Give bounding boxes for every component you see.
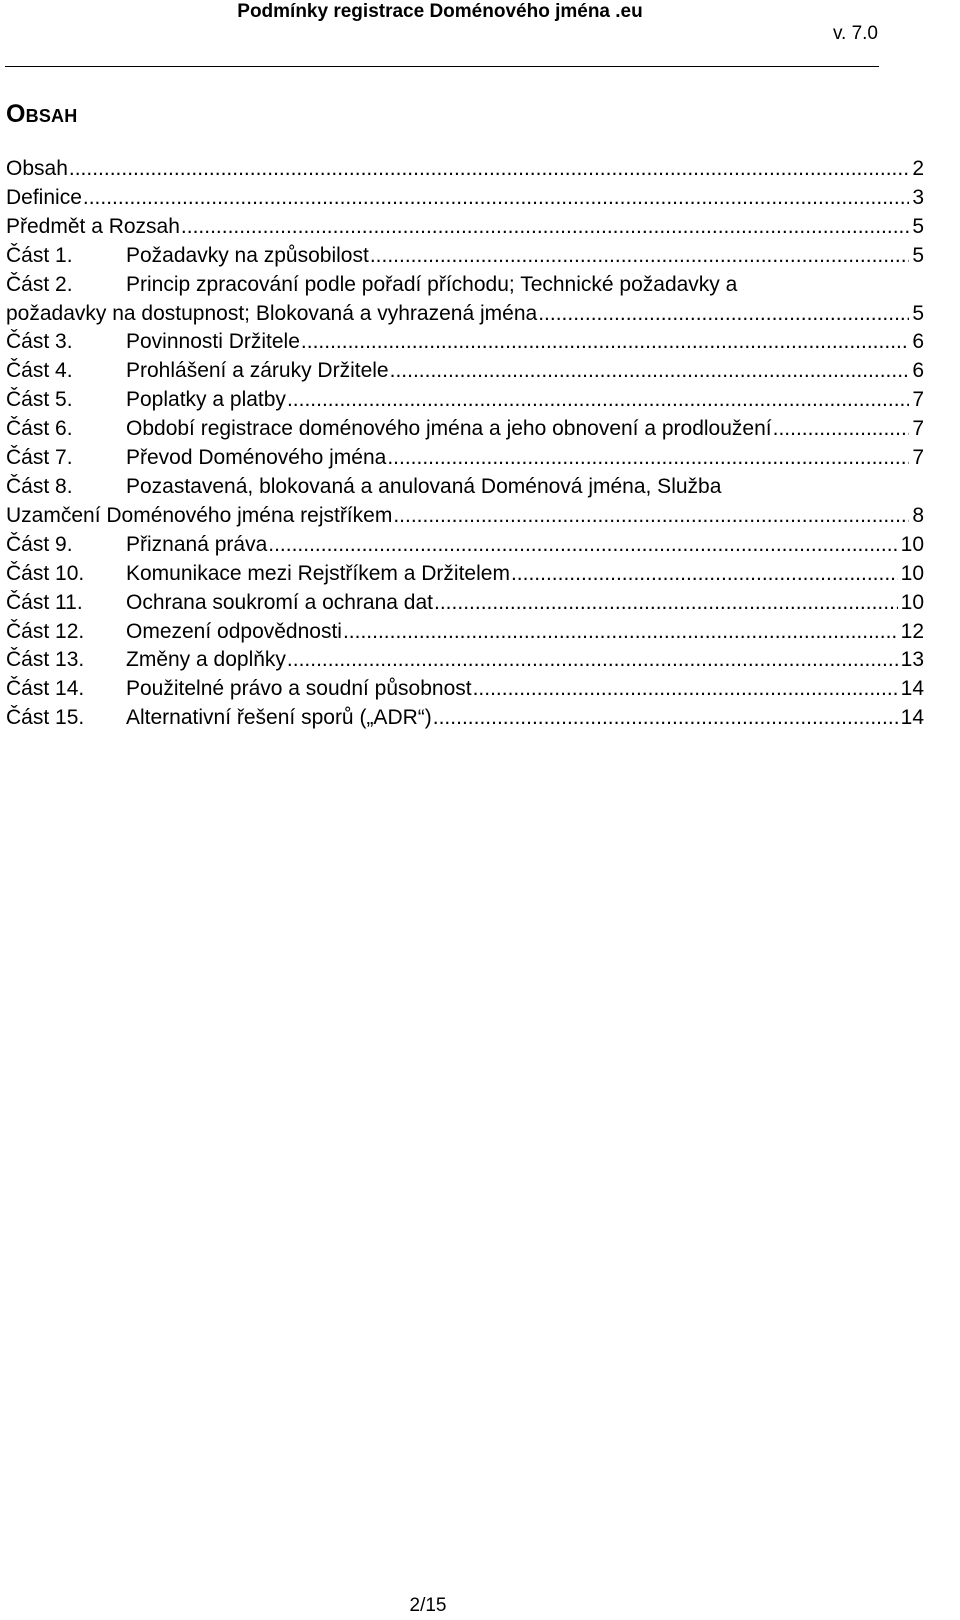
- page-number: 2/15: [409, 1595, 447, 1616]
- toc-entry-number: Část 9.: [6, 532, 73, 556]
- toc-entry-cast-2[interactable]: [6, 271, 924, 329]
- toc-entry-title: Obsah: [6, 157, 68, 180]
- dot-leader: [287, 646, 898, 675]
- toc-entry-title: Období registrace doménového jména a jeho obnovení a prodloužení: [126, 417, 772, 441]
- toc-entry-page: 12: [900, 619, 924, 643]
- dot-leader: [301, 328, 909, 357]
- toc-entry-title: Alternativní řešení sporů („ADR“): [126, 706, 432, 730]
- toc-entry-number: Část 14.: [6, 677, 85, 701]
- dot-leader: [538, 300, 909, 329]
- toc-entry-page: 8: [912, 503, 924, 527]
- toc-entry-cast-13[interactable]: [6, 646, 924, 675]
- dot-leader: [83, 184, 909, 213]
- toc-entry-definice[interactable]: [6, 184, 924, 213]
- toc-entry-number: Část 12.: [6, 619, 85, 643]
- toc-entry-page: 5: [912, 243, 924, 267]
- toc-entry-number: Část 11.: [6, 590, 83, 614]
- toc-entry-page: 10: [900, 532, 924, 556]
- toc-entry-title: Změny a doplňky: [126, 648, 286, 672]
- toc-entry-number: Část 4.: [6, 359, 73, 383]
- dot-leader: [773, 415, 910, 444]
- toc-entry-cast-3[interactable]: [6, 328, 924, 357]
- toc-entry-predmet[interactable]: [6, 213, 924, 242]
- toc-entry-cast-10[interactable]: [6, 560, 924, 589]
- dot-leader: [287, 386, 909, 415]
- dot-leader: [268, 531, 897, 560]
- toc-entry-number: Část 13.: [6, 648, 85, 672]
- toc-entry-number: Část 8.: [6, 474, 73, 498]
- toc-entry-number: Část 2.: [6, 272, 73, 296]
- toc-entry-page: 10: [900, 561, 924, 585]
- toc-entry-number: Část 7.: [6, 446, 73, 470]
- toc-entry-number: Část 1.: [6, 243, 73, 267]
- toc-entry-cast-8[interactable]: [6, 473, 924, 531]
- header-divider: [5, 66, 879, 67]
- document-header-title: Podmínky registrace Doménového jména .eu: [237, 1, 643, 22]
- dot-leader: [343, 618, 898, 647]
- toc-entry-page: 5: [912, 214, 924, 238]
- toc-entry-title: Přiznaná práva: [126, 532, 268, 556]
- toc-entry-number: Část 5.: [6, 388, 73, 412]
- toc-entry-cast-5[interactable]: [6, 386, 924, 415]
- toc-entry-number: Část 6.: [6, 417, 73, 441]
- toc-entry-page: 5: [912, 301, 924, 325]
- toc-entry-title: Komunikace mezi Rejstříkem a Držitelem: [126, 561, 510, 585]
- toc-entry-cast-7[interactable]: [6, 444, 924, 473]
- toc-entry-cast-14[interactable]: [6, 675, 924, 704]
- dot-leader: [370, 242, 910, 271]
- toc-entry-number: Část 3.: [6, 330, 73, 354]
- toc-entry-page: 3: [912, 185, 924, 209]
- toc-entry-title: Předmět a Rozsah: [6, 214, 180, 238]
- toc-entry-obsah[interactable]: [6, 155, 924, 184]
- dot-leader: [434, 589, 898, 618]
- toc-entry-number: Část 15.: [6, 706, 85, 730]
- toc-entry-cast-4[interactable]: [6, 357, 924, 386]
- toc-entry-page: 6: [912, 359, 924, 383]
- dot-leader: [69, 155, 909, 184]
- table-of-contents: [6, 155, 924, 733]
- toc-entry-page: 7: [912, 388, 924, 412]
- toc-entry-page: 14: [900, 677, 924, 701]
- dot-leader: [181, 213, 909, 242]
- dot-leader: [393, 502, 909, 531]
- dot-leader: [473, 675, 898, 704]
- toc-entry-page: 13: [900, 648, 924, 672]
- toc-entry-title: Ochrana soukromí a ochrana dat: [126, 590, 434, 614]
- toc-entry-cast-6[interactable]: [6, 415, 924, 444]
- dot-leader: [387, 444, 909, 473]
- toc-entry-page: 2: [912, 157, 924, 180]
- toc-entry-title: Povinnosti Držitele: [126, 330, 300, 354]
- toc-entry-cast-15[interactable]: [6, 704, 924, 733]
- toc-entry-cast-9[interactable]: [6, 531, 924, 560]
- toc-entry-title: Použitelné právo a soudní působnost: [126, 677, 472, 701]
- toc-entry-title: Prohlášení a záruky Držitele: [126, 359, 389, 383]
- toc-entry-title: Poplatky a platby: [126, 388, 286, 412]
- toc-entry-cast-1[interactable]: [6, 242, 924, 271]
- toc-entry-number: Část 10.: [6, 561, 85, 585]
- dot-leader: [433, 704, 898, 733]
- toc-entry-page: 6: [912, 330, 924, 354]
- toc-heading: Obsah: [6, 100, 78, 128]
- toc-entry-title-line-1: Princip zpracování podle pořadí příchodu; Technické požadavky a: [126, 272, 738, 296]
- toc-entry-cast-11[interactable]: [6, 589, 924, 618]
- toc-entry-title: Převod Doménového jména: [126, 446, 387, 470]
- dot-leader: [511, 560, 898, 589]
- toc-entry-title: Definice: [6, 185, 82, 209]
- toc-entry-cast-12[interactable]: [6, 618, 924, 647]
- toc-entry-page: 7: [912, 417, 924, 441]
- toc-entry-page: 14: [900, 706, 924, 730]
- toc-entry-page: 7: [912, 446, 924, 470]
- toc-entry-title-line-2: Uzamčení Doménového jména rejstříkem: [6, 503, 393, 527]
- toc-entry-title: Požadavky na způsobilost: [126, 243, 369, 267]
- toc-entry-title-line-2: požadavky na dostupnost; Blokovaná a vyhrazená jména: [6, 301, 538, 325]
- toc-entry-page: 10: [900, 590, 924, 614]
- document-version: v. 7.0: [832, 23, 878, 44]
- toc-entry-title: Omezení odpovědnosti: [126, 619, 342, 643]
- toc-entry-title-line-1: Pozastavená, blokovaná a anulovaná Doménová jména, Služba: [126, 474, 722, 498]
- dot-leader: [390, 357, 910, 386]
